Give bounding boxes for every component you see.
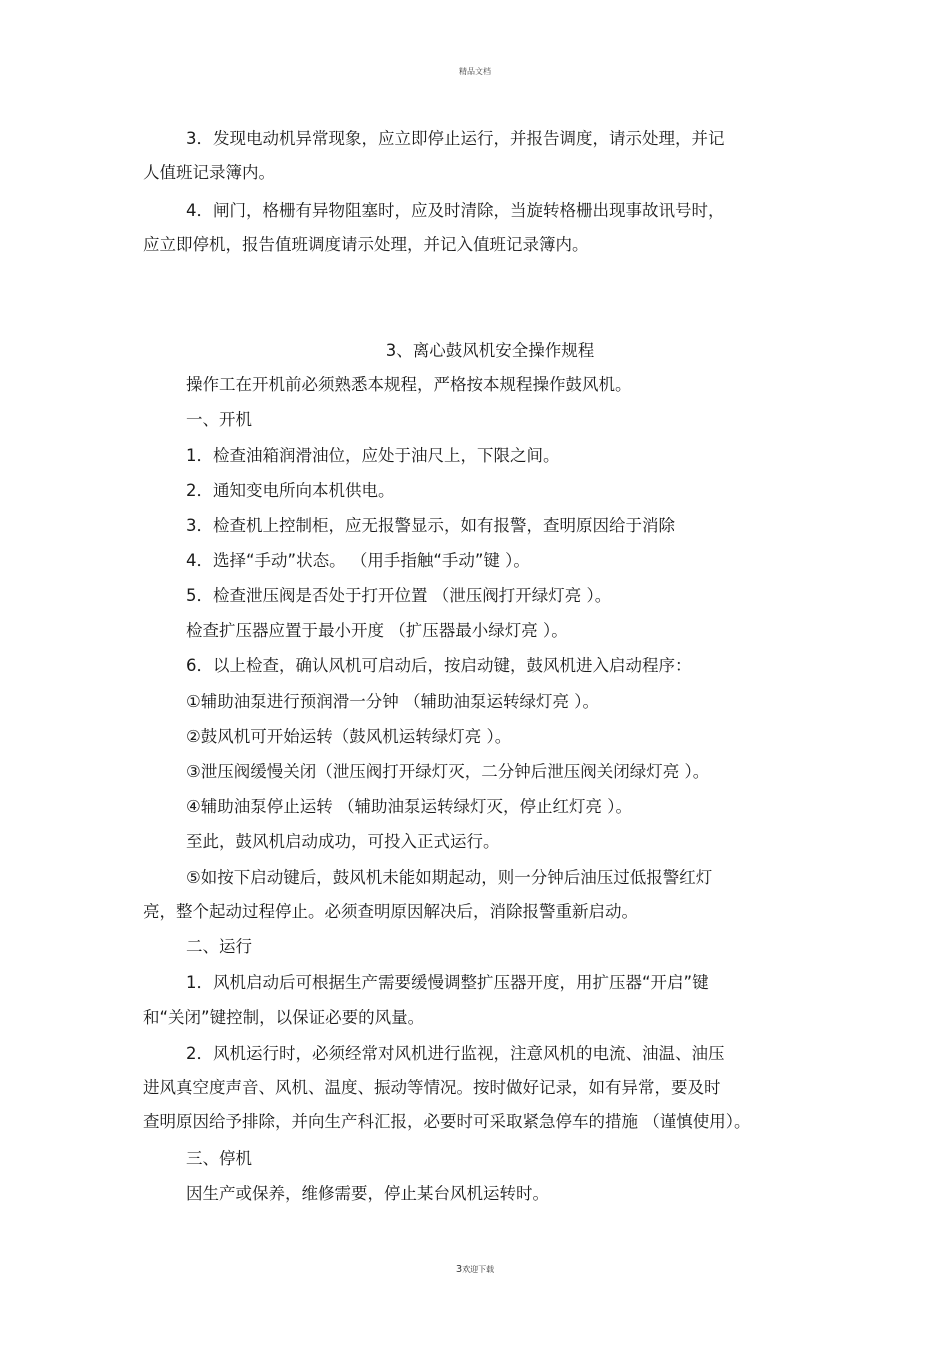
page-header: 精品文档 [459,67,491,76]
section-heading: 三、停机 [186,1149,252,1168]
list-item: 5．检查泄压阀是否处于打开位置 （泄压阀打开绿灯亮 ）。 [186,586,612,605]
section-title: 3、离心鼓风机安全操作规程 [385,341,595,360]
section-heading: 一、开机 [186,410,252,429]
list-item: ①辅助油泵进行预润滑一分钟 （辅助油泵运转绿灯亮 ）。 [186,692,600,711]
list-item: 1．检查油箱润滑油位，应处于油尺上，下限之间。 [186,446,560,465]
list-item: ③泄压阀缓慢关闭（泄压阀打开绿灯灭，二分钟后泄压阀关闭绿灯亮 ）。 [186,762,710,781]
paragraph-line: 因生产或保养，维修需要，停止某台风机运转时。 [186,1184,549,1203]
paragraph-line: 和“关闭”键控制，以保证必要的风量。 [143,1008,425,1027]
paragraph-line: 查明原因给予排除，并向生产科汇报，必要时可采取紧急停车的措施 （谨慎使用）。 [143,1112,751,1131]
list-item: ②鼓风机可开始运转（鼓风机运转绿灯亮 ）。 [186,727,512,746]
list-item: 4．选择“手动”状态。 （用手指触“手动”键 ）。 [186,551,530,570]
paragraph-line: 检查扩压器应置于最小开度 （扩压器最小绿灯亮 ）。 [186,621,568,640]
paragraph-line: 4．闸门，格栅有异物阻塞时，应及时清除，当旋转格栅出现事故讯号时， [186,201,725,220]
paragraph-line: 亮，整个起动过程停止。必须查明原因解决后，消除报警重新启动。 [143,902,638,921]
page-number: 3 [455,1264,463,1275]
paragraph-line: 人值班记录簿内。 [143,163,275,182]
list-item: ⑤如按下启动键后，鼓风机未能如期起动，则一分钟后油压过低报警红灯 [186,868,713,887]
list-item: 3．检查机上控制柜，应无报警显示，如有报警，查明原因给于消除 [186,516,675,535]
list-item: 2．通知变电所向本机供电。 [186,481,395,500]
paragraph-line: 操作工在开机前必须熟悉本规程，严格按本规程操作鼓风机。 [186,375,632,394]
page-footer [0,1264,950,1275]
paragraph-line: 至此，鼓风机启动成功，可投入正式运行。 [186,832,500,851]
list-item: 2．风机运行时，必须经常对风机进行监视，注意风机的电流、油温、油压 [186,1044,725,1063]
list-item: ④辅助油泵停止运转 （辅助油泵运转绿灯灭，停止红灯亮 ）。 [186,797,633,816]
paragraph-line: 进风真空度声音、风机、温度、振动等情况。按时做好记录，如有异常，要及时 [143,1078,721,1097]
list-item: 1．风机启动后可根据生产需要缓慢调整扩压器开度，用扩压器“开启”键 [186,973,709,992]
footer-text: 欢迎下载 [462,1265,495,1274]
paragraph-line: 应立即停机，报告值班调度请示处理，并记入值班记录簿内。 [143,235,589,254]
section-heading: 二、运行 [186,937,252,956]
list-item: 6．以上检查，确认风机可启动后，按启动键，鼓风机进入启动程序： [186,656,692,675]
paragraph-line: 3．发现电动机异常现象，应立即停止运行，并报告调度，请示处理，并记 [186,129,725,148]
